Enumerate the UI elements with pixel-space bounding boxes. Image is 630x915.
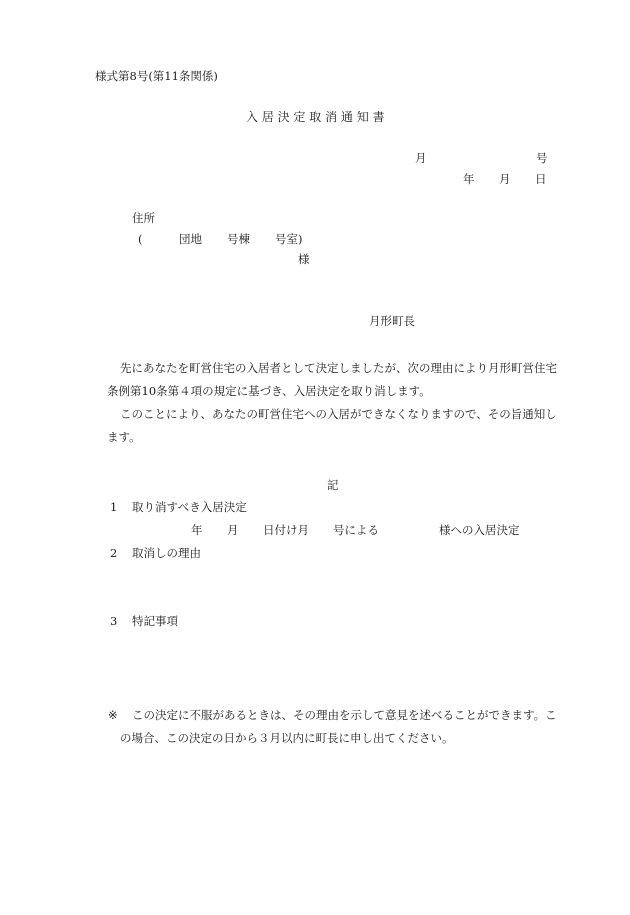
item-1-number: 1 (110, 500, 118, 514)
note-line1: この決定に不服があるときは、その理由を示して意見を述べることができます。こ (132, 708, 557, 722)
body-para1-line2: 条例第10条第４項の規定に基づき、入居決定を取り消します。 (107, 384, 431, 398)
decision-month: 月 (227, 523, 239, 537)
note-mark: ※ (108, 708, 118, 722)
item-3-number: 3 (110, 614, 118, 628)
address-open-paren: ( (138, 232, 143, 246)
doc-number-suffix: 号 (536, 151, 548, 165)
item-3-text: 特記事項 (132, 614, 178, 628)
date-month: 月 (499, 172, 511, 186)
decision-number-by: 号による (333, 523, 379, 537)
body-para2-line2: ます。 (107, 430, 141, 444)
address-label: 住所 (132, 211, 155, 225)
item-2-text: 取消しの理由 (132, 546, 201, 560)
date-day: 日 (535, 172, 547, 186)
item-2-number: 2 (110, 546, 118, 560)
decision-year: 年 (191, 523, 203, 537)
address-room: 号室) (275, 232, 303, 246)
note-line2: の場合、この決定の日から３月以内に町長に申し出てください。 (120, 731, 454, 745)
decision-dated-month: 日付け月 (263, 523, 309, 537)
body-para1-line1: 先にあなたを町営住宅の入居者として決定しましたが、次の理由により月形町営住宅 (120, 361, 557, 375)
document-title: 入 居 決 定 取 消 通 知 書 (246, 110, 385, 124)
item-1-text: 取り消すべき入居決定 (132, 500, 247, 514)
address-building: 号棟 (227, 232, 250, 246)
doc-number-month: 月 (415, 151, 427, 165)
date-year: 年 (463, 172, 475, 186)
issuer: 月形町長 (369, 314, 415, 328)
ki-heading: 記 (327, 478, 339, 492)
form-label: 様式第8号(第11条関係) (95, 69, 218, 83)
decision-target: 様への入居決定 (439, 523, 520, 537)
address-danchi: 団地 (179, 232, 202, 246)
body-para2-line1: このことにより、あなたの町営住宅への入居ができなくなりますので、その旨通知し (120, 407, 557, 421)
addressee-honorific: 様 (298, 252, 310, 266)
